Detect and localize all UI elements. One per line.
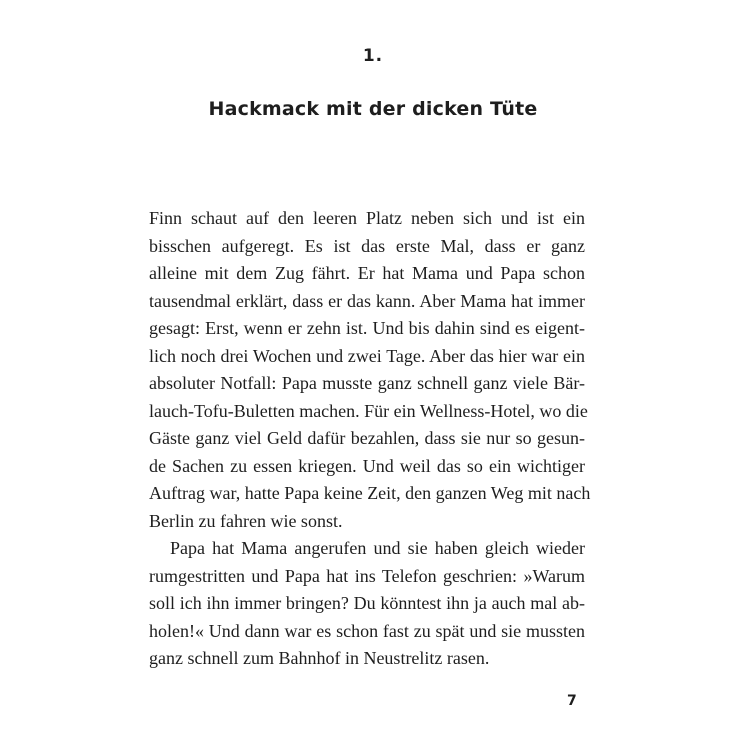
chapter-number: 1. bbox=[362, 46, 384, 66]
text-line: Auftrag war, hatte Papa keine Zeit, den ganzen Weg mit nach bbox=[149, 483, 591, 503]
text-line: Gäste ganz viel Geld dafür bezahlen, dass sie nur so gesun- bbox=[149, 428, 585, 448]
paragraph-2 bbox=[149, 535, 585, 673]
page-number: 7 bbox=[567, 693, 577, 709]
text-line: bisschen aufgeregt. Es ist das erste Mal, dass er ganz bbox=[149, 235, 585, 256]
paragraph-1 bbox=[149, 205, 591, 535]
text-line: Papa hat Mama angerufen und sie haben gleich wieder bbox=[170, 538, 585, 558]
chapter-title: Hackmack mit der dicken Tüte bbox=[208, 98, 538, 120]
text-line: ganz schnell zum Bahnhof in Neustrelitz rasen. bbox=[149, 648, 490, 668]
text-line: gesagt: Erst, wenn er zehn ist. Und bis dahin sind es eigent- bbox=[149, 318, 585, 338]
body-text bbox=[149, 205, 591, 673]
text-line: alleine mit dem Zug fährt. Er hat Mama und Papa schon bbox=[149, 263, 585, 283]
text-line: holen!« Und dann war es schon fast zu spät und sie mussten bbox=[149, 620, 585, 641]
text-line: tausendmal erklärt, dass er das kann. Aber Mama hat immer bbox=[149, 290, 585, 311]
text-line: Berlin zu fahren wie sonst. bbox=[149, 510, 343, 531]
text-line: absoluter Notfall: Papa musste ganz schnell ganz viele Bär- bbox=[149, 373, 585, 393]
text-line: lauch-Tofu-Buletten machen. Für ein Wellness-Hotel, wo die bbox=[149, 400, 588, 421]
text-line: rumgestritten und Papa hat ins Telefon geschrien: »Warum bbox=[149, 565, 585, 586]
text-line: soll ich ihn immer bringen? Du könntest ihn ja auch mal ab- bbox=[149, 593, 585, 613]
text-line: Finn schaut auf den leeren Platz neben sich und ist ein bbox=[149, 208, 585, 228]
text-line: de Sachen zu essen kriegen. Und weil das so ein wichtiger bbox=[149, 455, 585, 476]
text-line: lich noch drei Wochen und zwei Tage. Aber das hier war ein bbox=[149, 345, 585, 366]
